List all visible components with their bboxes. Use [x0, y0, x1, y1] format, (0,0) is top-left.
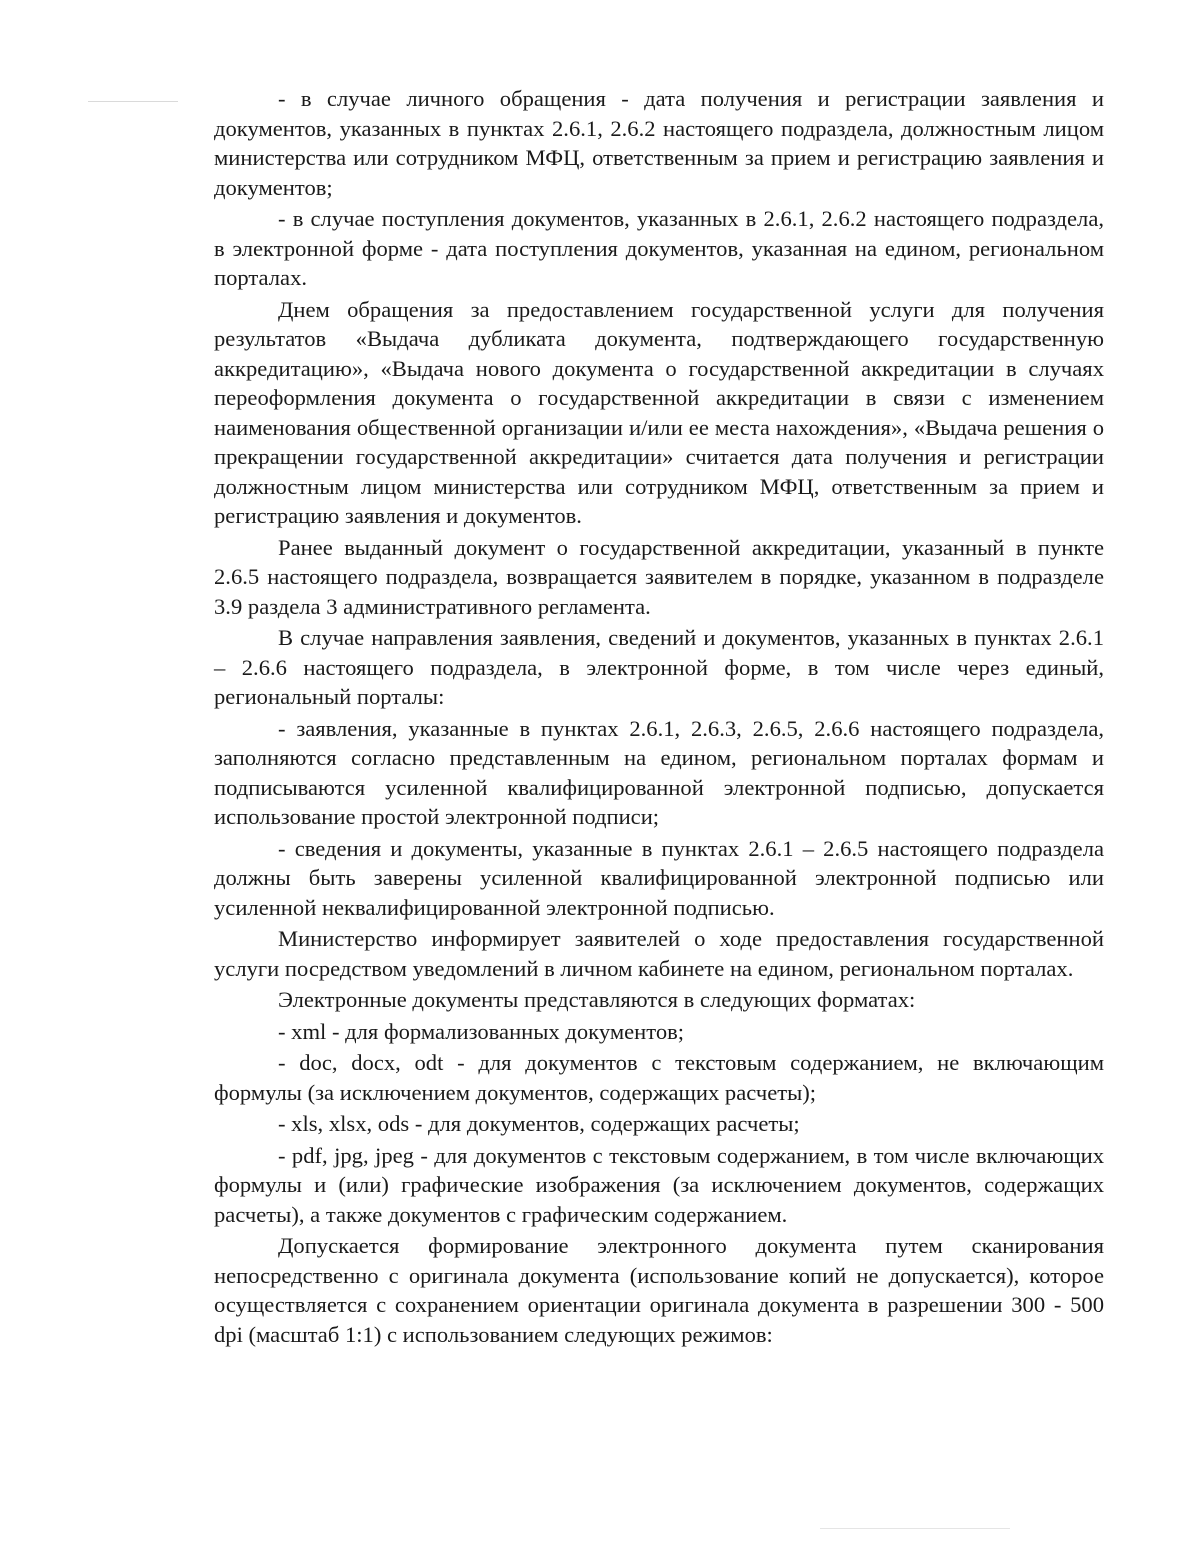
- paragraph-applications-signature: - заявления, указанные в пунктах 2.6.1, 2.6.3, 2.6.5, 2.6.6 настоящего подраздела, заполняются согласно представленным на едином, региональном порталах формам и подписываются усиленной квалифицированной электронной подписью, допускается использование простой электронной подписи;: [214, 715, 1104, 829]
- paragraph-electronic-submission: В случае направления заявления, сведений и документов, указанных в пунктах 2.6.1 – 2.6.6 настоящего подраздела, в электронной форме, в том числе через единый, региональный порталы:: [214, 625, 1104, 709]
- paragraph-scanning: Допускается формирование электронного документа путем сканирования непосредственно с оригинала документа (использование копий не допускается), которое осуществляется с сохранением ориентации оригинала документа в разрешении 300 - 500 dpi (масштаб 1:1) с использованием следующих режимов:: [214, 1233, 1104, 1347]
- scan-artifact: [820, 1528, 1010, 1529]
- document-body: [214, 84, 1104, 1351]
- paragraph-format-xls: - xls, xlsx, ods - для документов, содержащих расчеты;: [278, 1111, 800, 1136]
- paragraph-personal-appeal: - в случае личного обращения - дата получения и регистрации заявления и документов, указанных в пунктах 2.6.1, 2.6.2 настоящего подраздела, должностным лицом министерства или сотрудником МФЦ, ответственным за прием и регистрацию заявления и документов;: [214, 86, 1104, 200]
- paragraph-appeal-date: Днем обращения за предоставлением государственной услуги для получения результатов «Выдача дубликата документа, подтверждающего государственную аккредитацию», «Выдача нового документа о государственной аккредитации в случаях переоформления документа о государственной аккредитации в связи с изменением наименования общественной организации и/или ее места нахождения», «Выдача решения о прекращении государственной аккредитации» считается дата получения и регистрации должностным лицом министерства или сотрудником МФЦ, ответственным за прием и регистрацию заявления и документов.: [214, 296, 1104, 528]
- paragraph-electronic-receipt: - в случае поступления документов, указанных в 2.6.1, 2.6.2 настоящего подраздела, в электронной форме - дата поступления документов, указанная на едином, региональном порталах.: [214, 206, 1104, 290]
- paragraph-format-pdf: - pdf, jpg, jpeg - для документов с текстовым содержанием, в том числе включающих формулы и (или) графические изображения (за исключением документов, содержащих расчеты), а также документов с графическим содержанием.: [214, 1142, 1104, 1227]
- scan-artifact: [88, 101, 178, 102]
- paragraph-format-xml: - xml - для формализованных документов;: [278, 1018, 685, 1044]
- paragraph-previous-document: Ранее выданный документ о государственной аккредитации, указанный в пункте 2.6.5 настоящего подраздела, возвращается заявителем в порядке, указанном в подразделе 3.9 раздела 3 административного регламента.: [214, 534, 1104, 619]
- paragraph-ministry-informs: Министерство информирует заявителей о ходе предоставления государственной услуги посредством уведомлений в личном кабинете на едином, региональном порталах.: [214, 926, 1104, 981]
- paragraph-formats-intro: Электронные документы представляются в следующих форматах:: [278, 987, 916, 1012]
- paragraph-format-doc: - doc, docx, odt - для документов с текстовым содержанием, не включающим формулы (за исключением документов, содержащих расчеты);: [214, 1050, 1104, 1105]
- paragraph-documents-signature: - сведения и документы, указанные в пунктах 2.6.1 – 2.6.5 настоящего подраздела должны быть заверены усиленной квалифицированной электронной подписью или усиленной неквалифицированной электронной подписью.: [214, 835, 1104, 920]
